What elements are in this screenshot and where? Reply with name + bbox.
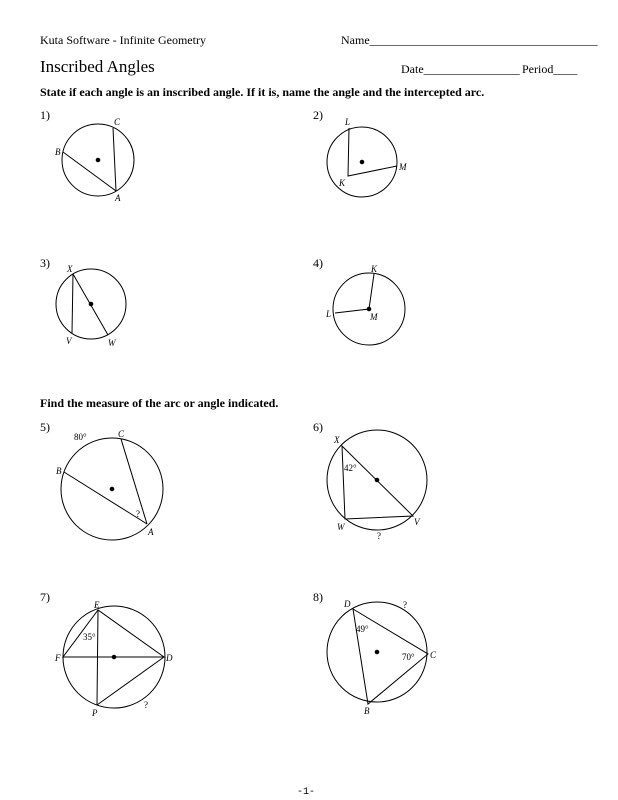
unknown-angle: ? (136, 509, 140, 519)
section1-instructions: State if each angle is an inscribed angle. If it is, name the angle and the intercepted arc. (40, 85, 485, 99)
point-label: B (55, 147, 61, 157)
point-label: C (114, 117, 121, 127)
diagram-3 (56, 264, 126, 348)
point-label: C (430, 650, 437, 660)
diagram-8 (327, 599, 437, 716)
point-label: B (56, 466, 62, 476)
date-field[interactable]: ________________ (423, 62, 520, 76)
diagram-1 (55, 117, 134, 203)
point-label: W (337, 522, 345, 532)
point-label: D (344, 599, 351, 609)
arc-measure: 80° (74, 432, 87, 442)
chord (64, 472, 147, 524)
unknown-arc: ? (377, 531, 381, 541)
name-field[interactable]: ______________________________________ (369, 33, 598, 47)
point-label: L (326, 309, 332, 319)
point-label: V (66, 336, 72, 346)
unknown-arc: ? (144, 700, 148, 710)
angle-measure: 35° (83, 632, 96, 642)
center-point (375, 650, 379, 654)
point-label: K (339, 178, 346, 188)
angle-measure: 70° (402, 652, 415, 662)
chord (97, 657, 164, 705)
problem-number: 6) (313, 420, 323, 434)
problem-number: 3) (40, 256, 50, 270)
date-label: Date________________ (401, 62, 520, 76)
page-title: Inscribed Angles (40, 57, 155, 76)
page-number: -1- (297, 787, 316, 798)
problem-number: 5) (40, 420, 50, 434)
problem-number: 2) (313, 108, 323, 122)
diagram-7 (54, 600, 173, 718)
chord (72, 274, 73, 333)
problem-number: 8) (313, 590, 323, 604)
chord (97, 610, 98, 705)
point-label: B (364, 706, 370, 716)
chord (113, 128, 116, 191)
point-label: A (148, 527, 154, 537)
chord (121, 439, 147, 524)
point-label: E (94, 600, 100, 610)
diagram-6 (327, 430, 427, 541)
point-label: M (370, 312, 378, 322)
angle-sides (348, 128, 397, 176)
diagram-2 (327, 117, 407, 197)
problem-number: 4) (313, 256, 323, 270)
point-label: W (108, 338, 116, 348)
angle-measure: 49° (356, 624, 369, 634)
name-label: Name______________________________________ (341, 33, 598, 47)
section2-instructions: Find the measure of the arc or angle indicated. (40, 396, 279, 410)
triangle (63, 610, 164, 657)
center-point (110, 487, 114, 491)
point-label: D (166, 653, 173, 663)
point-label: V (414, 517, 420, 527)
point-label: C (118, 429, 125, 439)
point-label: P (92, 708, 98, 718)
angle-measure: 42° (344, 463, 357, 473)
point-label: A (115, 193, 121, 203)
point-label: M (399, 162, 407, 172)
diagram-4 (325, 264, 405, 345)
center-point (360, 160, 364, 164)
diagram-5 (56, 429, 163, 540)
software-label: Kuta Software - Infinite Geometry (40, 33, 206, 47)
period-label: Period____ (522, 62, 578, 76)
center-point (96, 158, 100, 162)
point-label: X (334, 435, 340, 445)
chord (63, 152, 116, 191)
point-label: K (371, 264, 378, 274)
period-field[interactable]: ____ (553, 62, 578, 76)
problem-number: 7) (40, 590, 50, 604)
point-label: X (67, 264, 73, 274)
unknown-arc: ? (403, 600, 407, 610)
problem-number: 1) (40, 108, 50, 122)
diameter (73, 274, 108, 335)
point-label: F (55, 653, 61, 663)
point-label: L (345, 117, 351, 127)
triangle (342, 446, 413, 519)
